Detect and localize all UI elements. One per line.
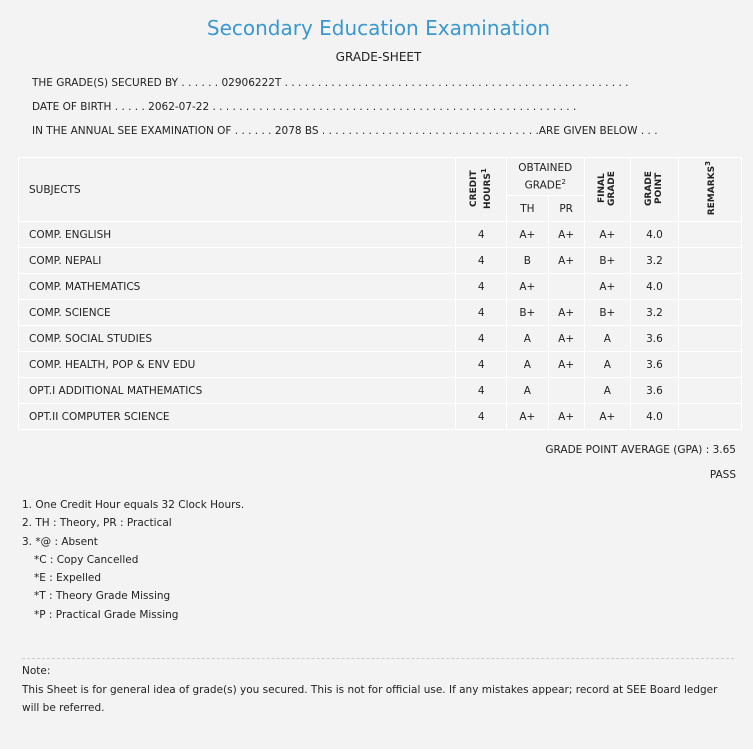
- table-row: [19, 326, 742, 352]
- remarks-cell: [678, 300, 741, 326]
- pr-cell: A+: [548, 300, 584, 326]
- note-item: *C : Copy Cancelled: [34, 553, 139, 566]
- subject-cell: COMP. NEPALI: [19, 248, 456, 274]
- gp-cell: 3.6: [631, 326, 679, 352]
- th-cell: A+: [506, 274, 548, 300]
- note-item: 3. *@ : Absent: [22, 535, 98, 548]
- final-grade-header: FINAL GRADE: [584, 158, 631, 222]
- gp-cell: 3.6: [631, 352, 679, 378]
- remarks-cell: [678, 222, 741, 248]
- note-item: *E : Expelled: [34, 572, 102, 585]
- final-cell: A+: [584, 404, 631, 430]
- subjects-header: SUBJECTS: [19, 158, 456, 222]
- result-status: PASS: [709, 469, 736, 481]
- gp-cell: 4.0: [631, 274, 679, 300]
- footnote-text: This Sheet is for general idea of grade(s) you secured. This is not for official use. If any mistakes appear; record at SEE Board ledger will be referred.: [22, 683, 718, 714]
- credit-cell: 4: [456, 274, 507, 300]
- pr-cell: [548, 378, 584, 404]
- exam-line: IN THE ANNUAL SEE EXAMINATION OF . . . . . . 2078 BS . . . . . . . . . . . . . . . . . . . . . . . . . . . . . . . . .ARE GIVEN BELOW . . .: [32, 125, 658, 137]
- pr-cell: A+: [548, 248, 584, 274]
- pr-header: PR: [548, 196, 584, 222]
- table-row: [19, 378, 742, 404]
- credit-cell: 4: [456, 222, 507, 248]
- footnote: [22, 662, 734, 718]
- gp-cell: 3.2: [631, 300, 679, 326]
- th-cell: A+: [506, 404, 548, 430]
- subject-cell: COMP. SOCIAL STUDIES: [19, 326, 456, 352]
- th-cell: A: [506, 378, 548, 404]
- remarks-header: REMARKS$^3$: [678, 158, 741, 222]
- gp-cell: 4.0: [631, 404, 679, 430]
- note-item: *P : Practical Grade Missing: [34, 608, 179, 621]
- subject-cell: COMP. SCIENCE: [19, 300, 456, 326]
- final-cell: A+: [584, 222, 631, 248]
- pr-cell: A+: [548, 326, 584, 352]
- th-header: TH: [506, 196, 548, 222]
- credit-cell: 4: [456, 378, 507, 404]
- pr-cell: [548, 274, 584, 300]
- page-subtitle: GRADE-SHEET: [335, 50, 422, 64]
- th-cell: A+: [506, 222, 548, 248]
- final-cell: A+: [584, 274, 631, 300]
- remarks-cell: [678, 352, 741, 378]
- obtained-grade-header: OBTAINED GRADE$^2$: [506, 158, 584, 196]
- dob-line: DATE OF BIRTH . . . . . 2062-07-22 . . . . . . . . . . . . . . . . . . . . . . . . . . . . . . . . . . . . . . . . . . . . . . . . . . . . . . .: [32, 101, 577, 113]
- credit-cell: 4: [456, 300, 507, 326]
- gp-cell: 3.6: [631, 378, 679, 404]
- note-item: 1. One Credit Hour equals 32 Clock Hours.: [22, 499, 245, 511]
- note-item: *T : Theory Grade Missing: [34, 590, 171, 603]
- subject-cell: COMP. MATHEMATICS: [19, 274, 456, 300]
- footnote-label: Note:: [22, 665, 51, 677]
- remarks-cell: [678, 326, 741, 352]
- credit-hours-header: CREDIT HOURS$^1$: [456, 158, 507, 222]
- table-row: [19, 404, 742, 430]
- th-cell: A: [506, 352, 548, 378]
- pr-cell: A+: [548, 222, 584, 248]
- remarks-cell: [678, 274, 741, 300]
- gp-cell: 3.2: [631, 248, 679, 274]
- subject-cell: OPT.I ADDITIONAL MATHEMATICS: [19, 378, 456, 404]
- th-cell: B+: [506, 300, 548, 326]
- th-cell: A: [506, 326, 548, 352]
- remarks-cell: [678, 378, 741, 404]
- notes-list: [22, 496, 244, 624]
- table-row: [19, 274, 742, 300]
- gp-cell: 4.0: [631, 222, 679, 248]
- remarks-cell: [678, 404, 741, 430]
- page-title: Secondary Education Examination: [206, 16, 551, 40]
- table-row: [19, 222, 742, 248]
- grade-table: [18, 157, 742, 430]
- pr-cell: A+: [548, 352, 584, 378]
- credit-cell: 4: [456, 404, 507, 430]
- subject-cell: COMP. HEALTH, POP & ENV EDU: [19, 352, 456, 378]
- gpa-summary: GRADE POINT AVERAGE (GPA) : 3.65: [545, 444, 736, 456]
- grade-point-header: GRADE POINT: [631, 158, 679, 222]
- th-cell: B: [506, 248, 548, 274]
- table-row: [19, 352, 742, 378]
- subject-cell: OPT.II COMPUTER SCIENCE: [19, 404, 456, 430]
- credit-cell: 4: [456, 248, 507, 274]
- credit-cell: 4: [456, 326, 507, 352]
- subject-cell: COMP. ENGLISH: [19, 222, 456, 248]
- credit-cell: 4: [456, 352, 507, 378]
- divider: [22, 658, 734, 659]
- table-row: [19, 300, 742, 326]
- table-row: [19, 248, 742, 274]
- final-cell: A: [584, 326, 631, 352]
- final-cell: A: [584, 352, 631, 378]
- secured-by-line: THE GRADE(S) SECURED BY . . . . . . 02906222T . . . . . . . . . . . . . . . . . . . . . . . . . . . . . . . . . . . . . . . . . . . . . . . . . . . .: [32, 77, 629, 89]
- final-cell: A: [584, 378, 631, 404]
- pr-cell: A+: [548, 404, 584, 430]
- final-cell: B+: [584, 300, 631, 326]
- remarks-cell: [678, 248, 741, 274]
- final-cell: B+: [584, 248, 631, 274]
- note-item: 2. TH : Theory, PR : Practical: [22, 517, 172, 530]
